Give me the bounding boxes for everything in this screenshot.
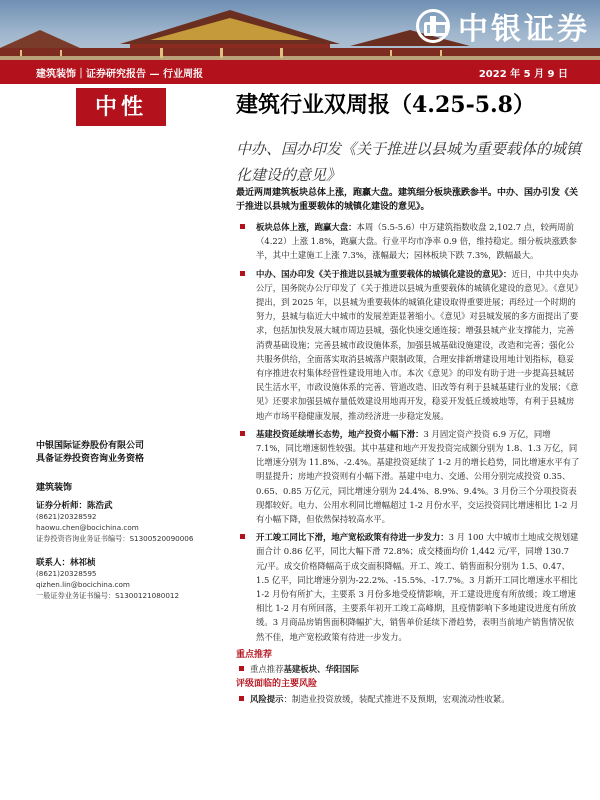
contact-label: 联系人： [36, 558, 71, 568]
risk-text: ：制造业投资放缓，装配式推进不及预期，宏观流动性收紧。 [283, 693, 510, 704]
company-name: 中银国际证券股份有限公司 [36, 441, 145, 451]
brand-logo [416, 4, 590, 48]
analyst-name: 陈浩武 [87, 501, 113, 511]
main-content [236, 220, 582, 706]
focus-item [236, 662, 582, 676]
focus-prefix: 重点推荐 [250, 664, 284, 675]
report-category: 建筑装饰｜证券研究报告 — 行业周报 [36, 68, 203, 80]
bullet-text: 3 月 100 大中城市土地成交规划建面合计 0.86 亿平，同比大幅下滑 72.8%；成交楼面均价 1,442 元/平，同增 130.7 元/平。成交价格降幅高于成交面积降幅。开工、竣工、销售面积分别为 1.5、0.47、1.5 亿平，同比增速分别为-22.2%、-15.5%、-17.7%。3 月新开工同比增速水平相比 1-2 月份有所扩大，主要系 3 月份多地受疫情影响，开工建设进度有所放缓；竣工增速相比 1-2 月有所回落，主要系年初开工竣工高峰期，且疫情影响下多地建设进度有所放缓。3 月商品房销售面积降幅扩大，销售单价延续下滑趋势，表明当前地产销售情况依然不佳，地产宽松政策有待进一步发力。 [256, 532, 579, 642]
bullet-head: 开工竣工同比下滑，地产宽松政策有待进一步发力： [256, 532, 449, 543]
rating-badge: 中性 [76, 88, 166, 126]
report-title: 建筑行业双周报（4.25-5.8） [236, 92, 535, 118]
bullet-text: 本周（5.5-5.6）中万建筑指数收盘 2,102.7 点，较两周前（4.22）上涨 1.8%，跑赢大盘。行业平均市净率 0.9 倍，维持稳定。细分板块涨跌参半，其中土建施工上涨 7.3%，涨幅最大；园林板块下跌 7.3%，跌幅最大。 [256, 222, 577, 261]
sector-label: 建筑装饰 [36, 483, 73, 493]
left-sidebar [36, 440, 226, 601]
bullet-square-icon [240, 271, 245, 276]
risk-item [236, 692, 582, 706]
category-bar [0, 60, 600, 84]
contact-email: qizhen.lin@bocichina.com [36, 580, 130, 589]
contact-line [36, 556, 226, 568]
contact-phone: (8621)20328595 [36, 569, 97, 578]
brand-name: 中银证券 [458, 12, 590, 47]
bullet-square-icon [240, 224, 245, 229]
contact-name: 林祁桢 [70, 558, 96, 568]
analyst-line [36, 499, 226, 511]
contact-license: 一般证券业务证书编号：S1300121080012 [36, 591, 180, 600]
bullet-item [236, 220, 582, 263]
bullet-item [236, 427, 582, 526]
bullet-head: 基建投资延续增长态势，地产投资小幅下滑： [256, 428, 424, 439]
bullet-head: 中办、国办印发《关于推进以县城为重要载体的城镇化建设的意见》： [256, 268, 512, 279]
analyst-label: 证券分析师： [36, 501, 88, 511]
bullet-text: 近日，中共中央办公厅，国务院办公厅印发了《关于推进以县城为重要载体的城镇化建设的意见》。《意见》提出，到 2025 年，以县城为重要载体的城镇化建设取得重要进展；再经过一个时期的努力，县城与临近大中城市的发展差距显著缩小。《意见》对县城发展的多方面提出了要求，包括加快发展大城市周边县城，强化快速交通连接；增强县城产业支撑能力，完善消费基础设施；完善县城市政设施体系，加强县城基础设施建设，改造和完善；强化公共服务供给，全面落实取消县城落户限制政策，合理安排新增建设用地计划指标，稳妥有序推进农村集体经营性建设用地入市。本次《意见》的印发有助于进一步提高县城居民生活水平，市政设施体系的完善、管道改造、旧改等有利于县城基建行业的发展；《意见》还要求加强县城存量低效建设用地再开发，稳妥开发低丘缓坡地等，有利于县城房地产市场平稳健康发展，推动经济进一步稳定发展。 [256, 268, 579, 421]
bullet-item [236, 267, 582, 423]
bullet-item [236, 530, 582, 644]
bullet-square-icon [240, 431, 245, 436]
risk-head: 风险提示 [250, 693, 284, 704]
analyst-email: haowu.chen@bocichina.com [36, 523, 139, 532]
risk-heading: 评级面临的主要风险 [236, 679, 318, 690]
report-subtitle: 中办、国办印发《关于推进以县城为重要载体的城镇化建设的意见》 [236, 140, 582, 184]
focus-heading: 重点推荐 [236, 649, 273, 660]
bullet-square-icon [239, 666, 244, 671]
header-banner [0, 0, 600, 60]
company-qualification: 具备证券投资咨询业务资格 [36, 454, 145, 464]
bullet-square-icon [239, 696, 244, 701]
boc-logo-icon [416, 9, 450, 43]
report-date: 2022 年 5 月 9 日 [478, 68, 568, 80]
analyst-license: 证券投资咨询业务证书编号：S1300520090006 [36, 534, 194, 543]
abstract: 最近两周建筑板块总体上涨，跑赢大盘。建筑细分板块涨跌参半。中办、国办引发《关于推进以县城为重要载体的城镇化建设的意见》。 [236, 188, 579, 212]
analyst-phone: (8621)20328592 [36, 512, 97, 521]
bullet-square-icon [240, 534, 245, 539]
bullet-text: 3 月固定资产投资 6.9 万亿，同增 7.1%，同比增速韧性较强。其中基建和地产开发投资完成额分别为 1.8、1.3 万亿，同比增速分别为 11.8%、-2.4%。基建投资延续了 1-2 月的增长趋势，同比增速水平有了明显提升；房地产投资则有小幅下滑。基建中电力、交通、公用分别完成投资 0.35、0.65、0.85 万亿元，同比增速分别为 24.4%、8.9%、9.4%。3 月份三个分项投资表现都较好。电力、公用水利同比增幅超过 1-2 月份水平，交运投资同比增速相比 1-2 月有小幅下降，但依然保持较高水平。 [256, 428, 580, 525]
focus-bold: 基建板块、华阳国际 [283, 664, 359, 675]
bullet-head: 板块总体上涨，跑赢大盘： [256, 222, 357, 232]
